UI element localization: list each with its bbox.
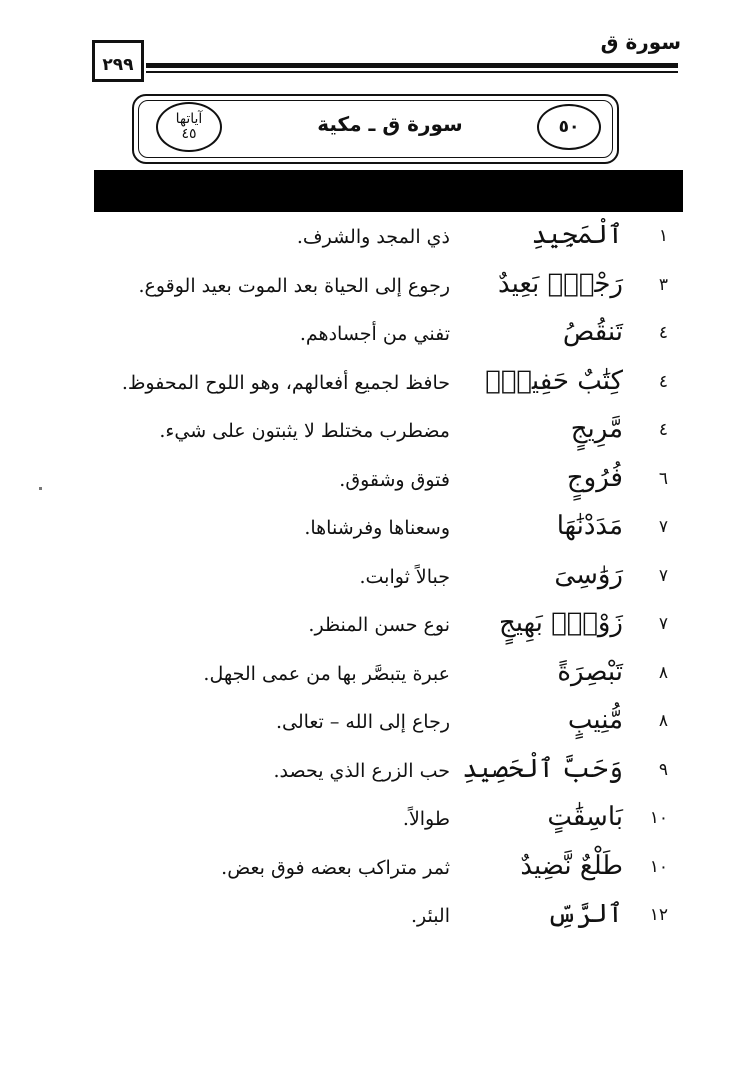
surah-number-badge — [537, 104, 601, 150]
verse-number: ٧ — [658, 517, 668, 537]
glossary-row — [0, 849, 755, 898]
verse-number: ٤ — [658, 323, 668, 343]
quran-word: طَلْعٌ نَّضِيدٌ — [520, 850, 623, 881]
word-meaning: طوالاً. — [402, 808, 450, 830]
verse-number: ٧ — [658, 565, 668, 586]
quran-word: رَجْعٌۢ بَعِيدٌ — [498, 268, 623, 299]
page-number-box — [92, 40, 144, 82]
verse-number: ١٢ — [649, 905, 668, 925]
word-meaning: ذي المجد والشرف. — [296, 226, 450, 248]
running-title: سورة ق — [600, 30, 681, 54]
header-rule-thin — [146, 71, 678, 73]
word-meaning: وسعناها وفرشناها. — [304, 517, 450, 539]
word-meaning: حب الزرع الذي يحصد. — [273, 759, 450, 782]
word-meaning: البئر. — [410, 905, 450, 927]
verse-number: ٤ — [658, 420, 668, 440]
word-meaning: ثمر متراكب بعضه فوق بعض. — [221, 856, 450, 879]
quran-word: وَحَبَّ ٱلْحَصِيدِ — [462, 753, 623, 784]
verse-number: ٧ — [658, 614, 668, 634]
word-meaning: عبرة يتبصَّر بها من عمى الجهل. — [203, 662, 450, 685]
word-meaning: حافظ لجميع أفعالهم، وهو اللوح المحفوظ. — [121, 371, 450, 394]
word-meaning: فتوق وشقوق. — [339, 468, 450, 491]
quran-word: فُرُوجٍ — [566, 462, 623, 493]
quran-word: ٱلرَّسِّ — [546, 899, 623, 929]
verses-count-badge — [156, 102, 222, 152]
verse-number: ٦ — [658, 468, 668, 489]
surah-title: سورة ق ـ مكية — [317, 112, 463, 136]
scan-speck — [39, 487, 42, 490]
glossary-row — [0, 509, 755, 558]
quran-word: رَوَٰسِىَ — [554, 559, 623, 590]
glossary-row — [0, 218, 755, 267]
quran-word: كِتَٰبٌ حَفِيظٌۢ — [485, 365, 623, 396]
glossary-row — [0, 655, 755, 704]
word-meaning: نوع حسن المنظر. — [308, 614, 450, 636]
glossary-list — [0, 218, 755, 946]
surah-number: ٥٠ — [558, 117, 580, 137]
verse-number: ٣ — [658, 274, 668, 295]
quran-word: ٱلْمَجِيدِ — [531, 220, 623, 250]
verse-number: ٨ — [658, 711, 668, 731]
glossary-row — [0, 800, 755, 849]
glossary-row — [0, 315, 755, 364]
word-meaning: رجاع إلى الله – تعالى. — [275, 711, 450, 733]
glossary-row — [0, 412, 755, 461]
glossary-row — [0, 606, 755, 655]
quran-word: بَاسِقَٰتٍ — [547, 802, 623, 832]
header-rule — [146, 63, 678, 68]
quran-word: مُّنِيبٍ — [567, 705, 623, 735]
word-meaning: جبالاً ثوابت. — [359, 565, 450, 588]
glossary-row — [0, 558, 755, 607]
glossary-row — [0, 752, 755, 801]
page-number: ٢٩٩ — [102, 55, 134, 75]
glossary-row — [0, 364, 755, 413]
verses-count: ٤٥ — [181, 126, 197, 142]
verse-number: ١٠ — [649, 808, 668, 828]
verse-number: ٩ — [658, 759, 668, 780]
verse-number: ١٠ — [649, 856, 668, 877]
verse-number: ٤ — [658, 371, 668, 392]
column-header-bar — [94, 170, 683, 212]
word-meaning: تفني من أجسادهم. — [299, 323, 450, 345]
glossary-row — [0, 461, 755, 510]
quran-word: مَّرِيجٍ — [570, 414, 623, 444]
verse-number: ٨ — [658, 662, 668, 683]
glossary-row — [0, 897, 755, 946]
verse-number: ١ — [658, 226, 668, 246]
quran-word: تَنقُصُ — [562, 317, 623, 347]
quran-word: زَوْجٍۭ بَهِيجٍ — [498, 608, 623, 638]
glossary-row — [0, 267, 755, 316]
word-meaning: رجوع إلى الحياة بعد الموت بعيد الوقوع. — [138, 274, 450, 297]
verses-label: آياتها — [175, 111, 203, 128]
word-meaning: مضطرب مختلط لا يثبتون على شيء. — [159, 420, 450, 442]
quran-word: مَدَدْنَٰهَا — [556, 511, 623, 541]
quran-word: تَبْصِرَةً — [557, 656, 623, 687]
glossary-row — [0, 703, 755, 752]
